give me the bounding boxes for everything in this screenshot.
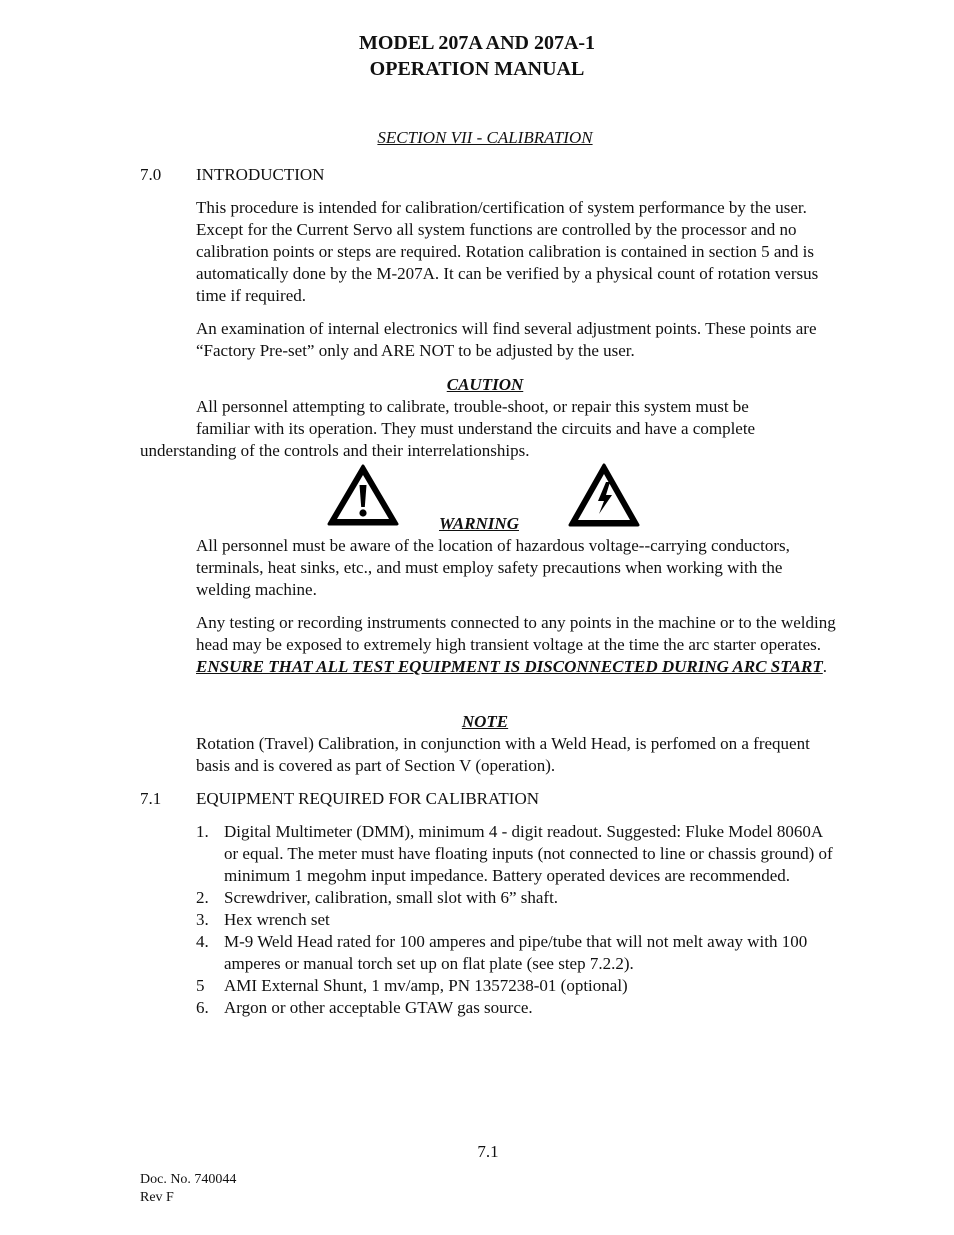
intro-paragraph-2: An examination of internal electronics will find several adjustment points. These points are “Factory Pre-set” only and ARE NOT to be adjusted by the user. [196, 319, 817, 360]
list-item-text: Digital Multimeter (DMM), minimum 4 - digit readout. Suggested: Fluke Model 8060A or equal. The meter must have floating inputs (not connected to line or chassis ground) of minimum 1 megohm input impedance. Battery operated devices are recommended. [224, 822, 833, 885]
equipment-section-number: 7.1 [140, 789, 162, 808]
warning-paragraph-2-text: Any testing or recording instruments connected to any points in the machine or to the welding head may be exposed to extremely high transient voltage at the time the arc starter operates. [196, 613, 836, 654]
document-title-line2: OPERATION MANUAL [369, 58, 585, 80]
intro-section-number: 7.0 [140, 165, 162, 184]
list-item [196, 909, 836, 931]
section-title: SECTION VII - CALIBRATION [377, 128, 593, 147]
equipment-heading: EQUIPMENT REQUIRED FOR CALIBRATION [196, 789, 539, 808]
list-item [196, 821, 836, 887]
note-label: NOTE [461, 712, 509, 731]
list-item [196, 931, 836, 975]
warning-paragraph-2-end: . [822, 657, 828, 676]
intro-heading: INTRODUCTION [196, 165, 325, 184]
caution-line-1: All personnel attempting to calibrate, trouble-shoot, or repair this system must be [196, 397, 749, 416]
warning-paragraph-1: All personnel must be aware of the location of hazardous voltage--carrying conductors, terminals, heat sinks, etc., and must employ safety precautions when working with the welding machine. [196, 536, 790, 599]
list-item-number: 6. [196, 998, 209, 1017]
list-item [196, 997, 836, 1019]
revision: Rev F [140, 1190, 174, 1205]
list-item-number: 2. [196, 888, 209, 907]
page-number: 7.1 [477, 1142, 499, 1161]
caution-line-3: understanding of the controls and their interrelationships. [140, 441, 530, 460]
warning-emphasis: ENSURE THAT ALL TEST EQUIPMENT IS DISCONNECTED DURING ARC START [196, 657, 823, 676]
list-item-number: 4. [196, 932, 209, 951]
note-text: Rotation (Travel) Calibration, in conjunction with a Weld Head, is perfomed on a frequent basis and is covered as part of Section V (operation). [196, 734, 810, 775]
list-item-number: 3. [196, 910, 209, 929]
list-item-text: Hex wrench set [224, 910, 330, 929]
list-item-text: Screwdriver, calibration, small slot with 6” shaft. [224, 888, 559, 907]
list-item [196, 887, 836, 909]
caution-label: CAUTION [446, 375, 524, 394]
doc-number: Doc. No. 740044 [140, 1172, 237, 1187]
list-item-text: AMI External Shunt, 1 mv/amp, PN 1357238-01 (optional) [224, 976, 628, 995]
caution-line-2: familiar with its operation. They must understand the circuits and have a complete [196, 419, 756, 438]
list-item-number: 5 [196, 976, 205, 995]
document-title-line1: MODEL 207A AND 207A-1 [358, 32, 596, 54]
list-item-text: Argon or other acceptable GTAW gas source. [224, 998, 533, 1017]
list-item-text: M-9 Weld Head rated for 100 amperes and pipe/tube that will not melt away with 100 amperes or manual torch set up on flat plate (see step 7.2.2). [224, 932, 808, 973]
list-item-number: 1. [196, 822, 209, 841]
equipment-list [196, 821, 836, 1019]
warning-label: WARNING [439, 514, 519, 533]
warning-paragraph-2 [196, 612, 836, 678]
list-item [196, 975, 836, 997]
intro-paragraph-1: This procedure is intended for calibration/certification of system performance by the user. Except for the Current Servo all system functions are controlled by the processor and no calibration points or steps are required. Rotation calibration is contained in section 5 and is automatically done by the M-207A. It can be verified by a physical count of rotation versus time if required. [196, 198, 819, 305]
